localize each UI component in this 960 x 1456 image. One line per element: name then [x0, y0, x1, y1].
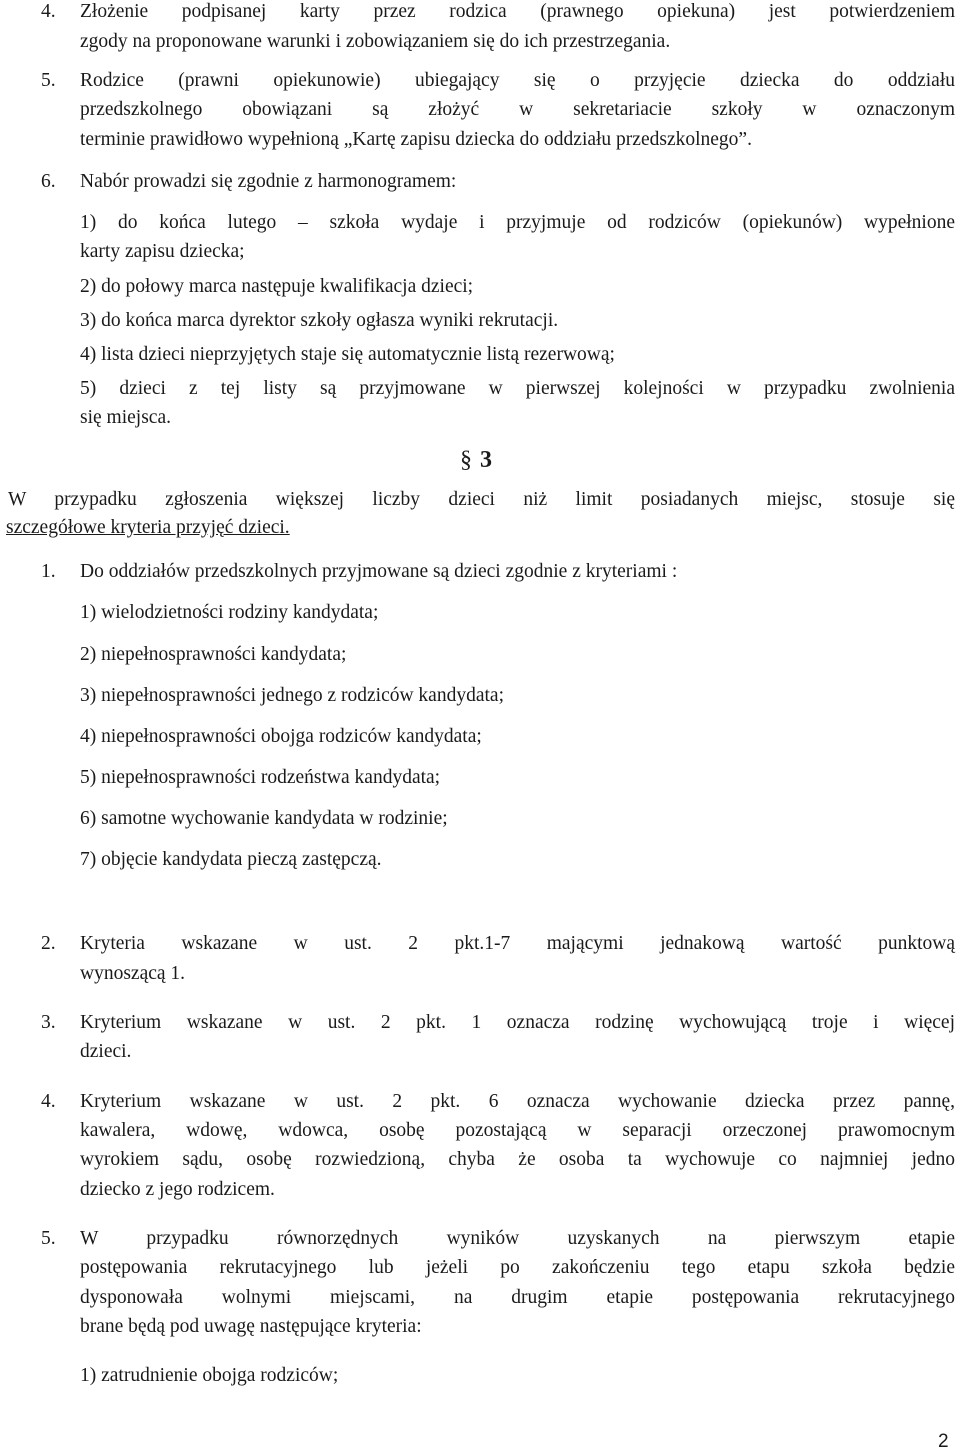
criterion-4: 4) niepełnosprawności obojga rodziców kandydata;: [80, 726, 482, 747]
point-2-line-1: Kryteria wskazane w ust. 2 pkt.1-7 mającymi jednakową wartość punktową: [80, 933, 955, 954]
schedule-item-4: 4) lista dzieci nieprzyjętych staje się automatycznie listą rezerwową;: [80, 344, 615, 365]
item-5-line-3: terminie prawidłowo wypełnioną „Kartę zapisu dziecka do oddziału przedszkolnego”.: [80, 129, 752, 150]
item-5-line-1: Rodzice (prawni opiekunowie) ubiegający się o przyjęcie dziecka do oddziału: [80, 70, 955, 91]
point-5-line-3: dysponowała wolnymi miejscami, na drugim etapie postępowania rekrutacyjnego: [80, 1287, 955, 1308]
point-4-line-3: wyrokiem sądu, osobę rozwiedzioną, chyba że osoba ta wychowuje co najmniej jedno: [80, 1149, 955, 1170]
item-4-line-2: zgody na proponowane warunki i zobowiązaniem się do ich przestrzegania.: [80, 31, 671, 52]
item-4-number: 4.: [41, 1, 56, 22]
point-4-number: 4.: [41, 1091, 56, 1112]
point-4-line-4: dziecko z jego rodzicem.: [80, 1179, 275, 1200]
point-5-line-1: W przypadku równorzędnych wyników uzyskanych na pierwszym etapie: [80, 1228, 955, 1249]
schedule-item-1-line-2: karty zapisu dziecka;: [80, 241, 245, 262]
point-4-line-1: Kryterium wskazane w ust. 2 pkt. 6 oznacza wychowanie dziecka przez pannę,: [80, 1091, 955, 1112]
page-number: 2: [938, 1431, 949, 1452]
criterion-3: 3) niepełnosprawności jednego z rodziców kandydata;: [80, 685, 504, 706]
point-5-line-4: brane będą pod uwagę następujące kryteria:: [80, 1316, 422, 1337]
criteria-number: 1.: [41, 561, 56, 582]
criterion-6: 6) samotne wychowanie kandydata w rodzinie;: [80, 808, 448, 829]
criterion-2: 2) niepełnosprawności kandydata;: [80, 644, 347, 665]
point-3-number: 3.: [41, 1012, 56, 1033]
intro-line-1: W przypadku zgłoszenia większej liczby dzieci niż limit posiadanych miejsc, stosuje się: [8, 489, 955, 510]
point-5-number: 5.: [41, 1228, 56, 1249]
schedule-item-5-line-2: się miejsca.: [80, 407, 171, 428]
section-heading: [460, 448, 492, 472]
point-3-line-1: Kryterium wskazane w ust. 2 pkt. 1 oznacza rodzinę wychowującą troje i więcej: [80, 1012, 955, 1033]
point-4-line-2: kawalera, wdowę, wdowca, osobę pozostającą w separacji orzeczonej prawomocnym: [80, 1120, 955, 1141]
criterion-5: 5) niepełnosprawności rodzeństwa kandydata;: [80, 767, 441, 788]
item-5-line-2: przedszkolnego obowiązani są złożyć w sekretariacie szkoły w oznaczonym: [80, 99, 955, 120]
point-2-line-2: wynoszącą 1.: [80, 963, 186, 984]
second-stage-criterion-1: 1) zatrudnienie obojga rodziców;: [80, 1365, 339, 1386]
point-3-line-2: dzieci.: [80, 1041, 132, 1062]
item-4-line-1: Złożenie podpisanej karty przez rodzica (prawnego opiekuna) jest potwierdzeniem: [80, 1, 955, 22]
criteria-lead: Do oddziałów przedszkolnych przyjmowane są dzieci zgodnie z kryteriami :: [80, 561, 678, 582]
item-6-number: 6.: [41, 171, 56, 192]
item-5-number: 5.: [41, 70, 56, 91]
item-6-lead: Nabór prowadzi się zgodnie z harmonogramem:: [80, 171, 457, 192]
criterion-1: 1) wielodzietności rodziny kandydata;: [80, 602, 379, 623]
schedule-item-1-line-1: 1) do końca lutego – szkoła wydaje i przyjmuje od rodziców (opiekunów) wypełnione: [80, 212, 955, 233]
criterion-7: 7) objęcie kandydata pieczą zastępczą.: [80, 849, 382, 870]
section-number: 3: [480, 447, 492, 473]
intro-line-2: szczegółowe kryteria przyjęć dzieci.: [6, 517, 290, 538]
point-2-number: 2.: [41, 933, 56, 954]
section-mark: §: [460, 447, 472, 473]
point-5-line-2: postępowania rekrutacyjnego lub jeżeli po zakończeniu tego etapu szkoła będzie: [80, 1257, 955, 1278]
schedule-item-2: 2) do połowy marca następuje kwalifikacja dzieci;: [80, 276, 474, 297]
schedule-item-3: 3) do końca marca dyrektor szkoły ogłasza wyniki rekrutacji.: [80, 310, 559, 331]
schedule-item-5-line-1: 5) dzieci z tej listy są przyjmowane w pierwszej kolejności w przypadku zwolnienia: [80, 378, 955, 399]
